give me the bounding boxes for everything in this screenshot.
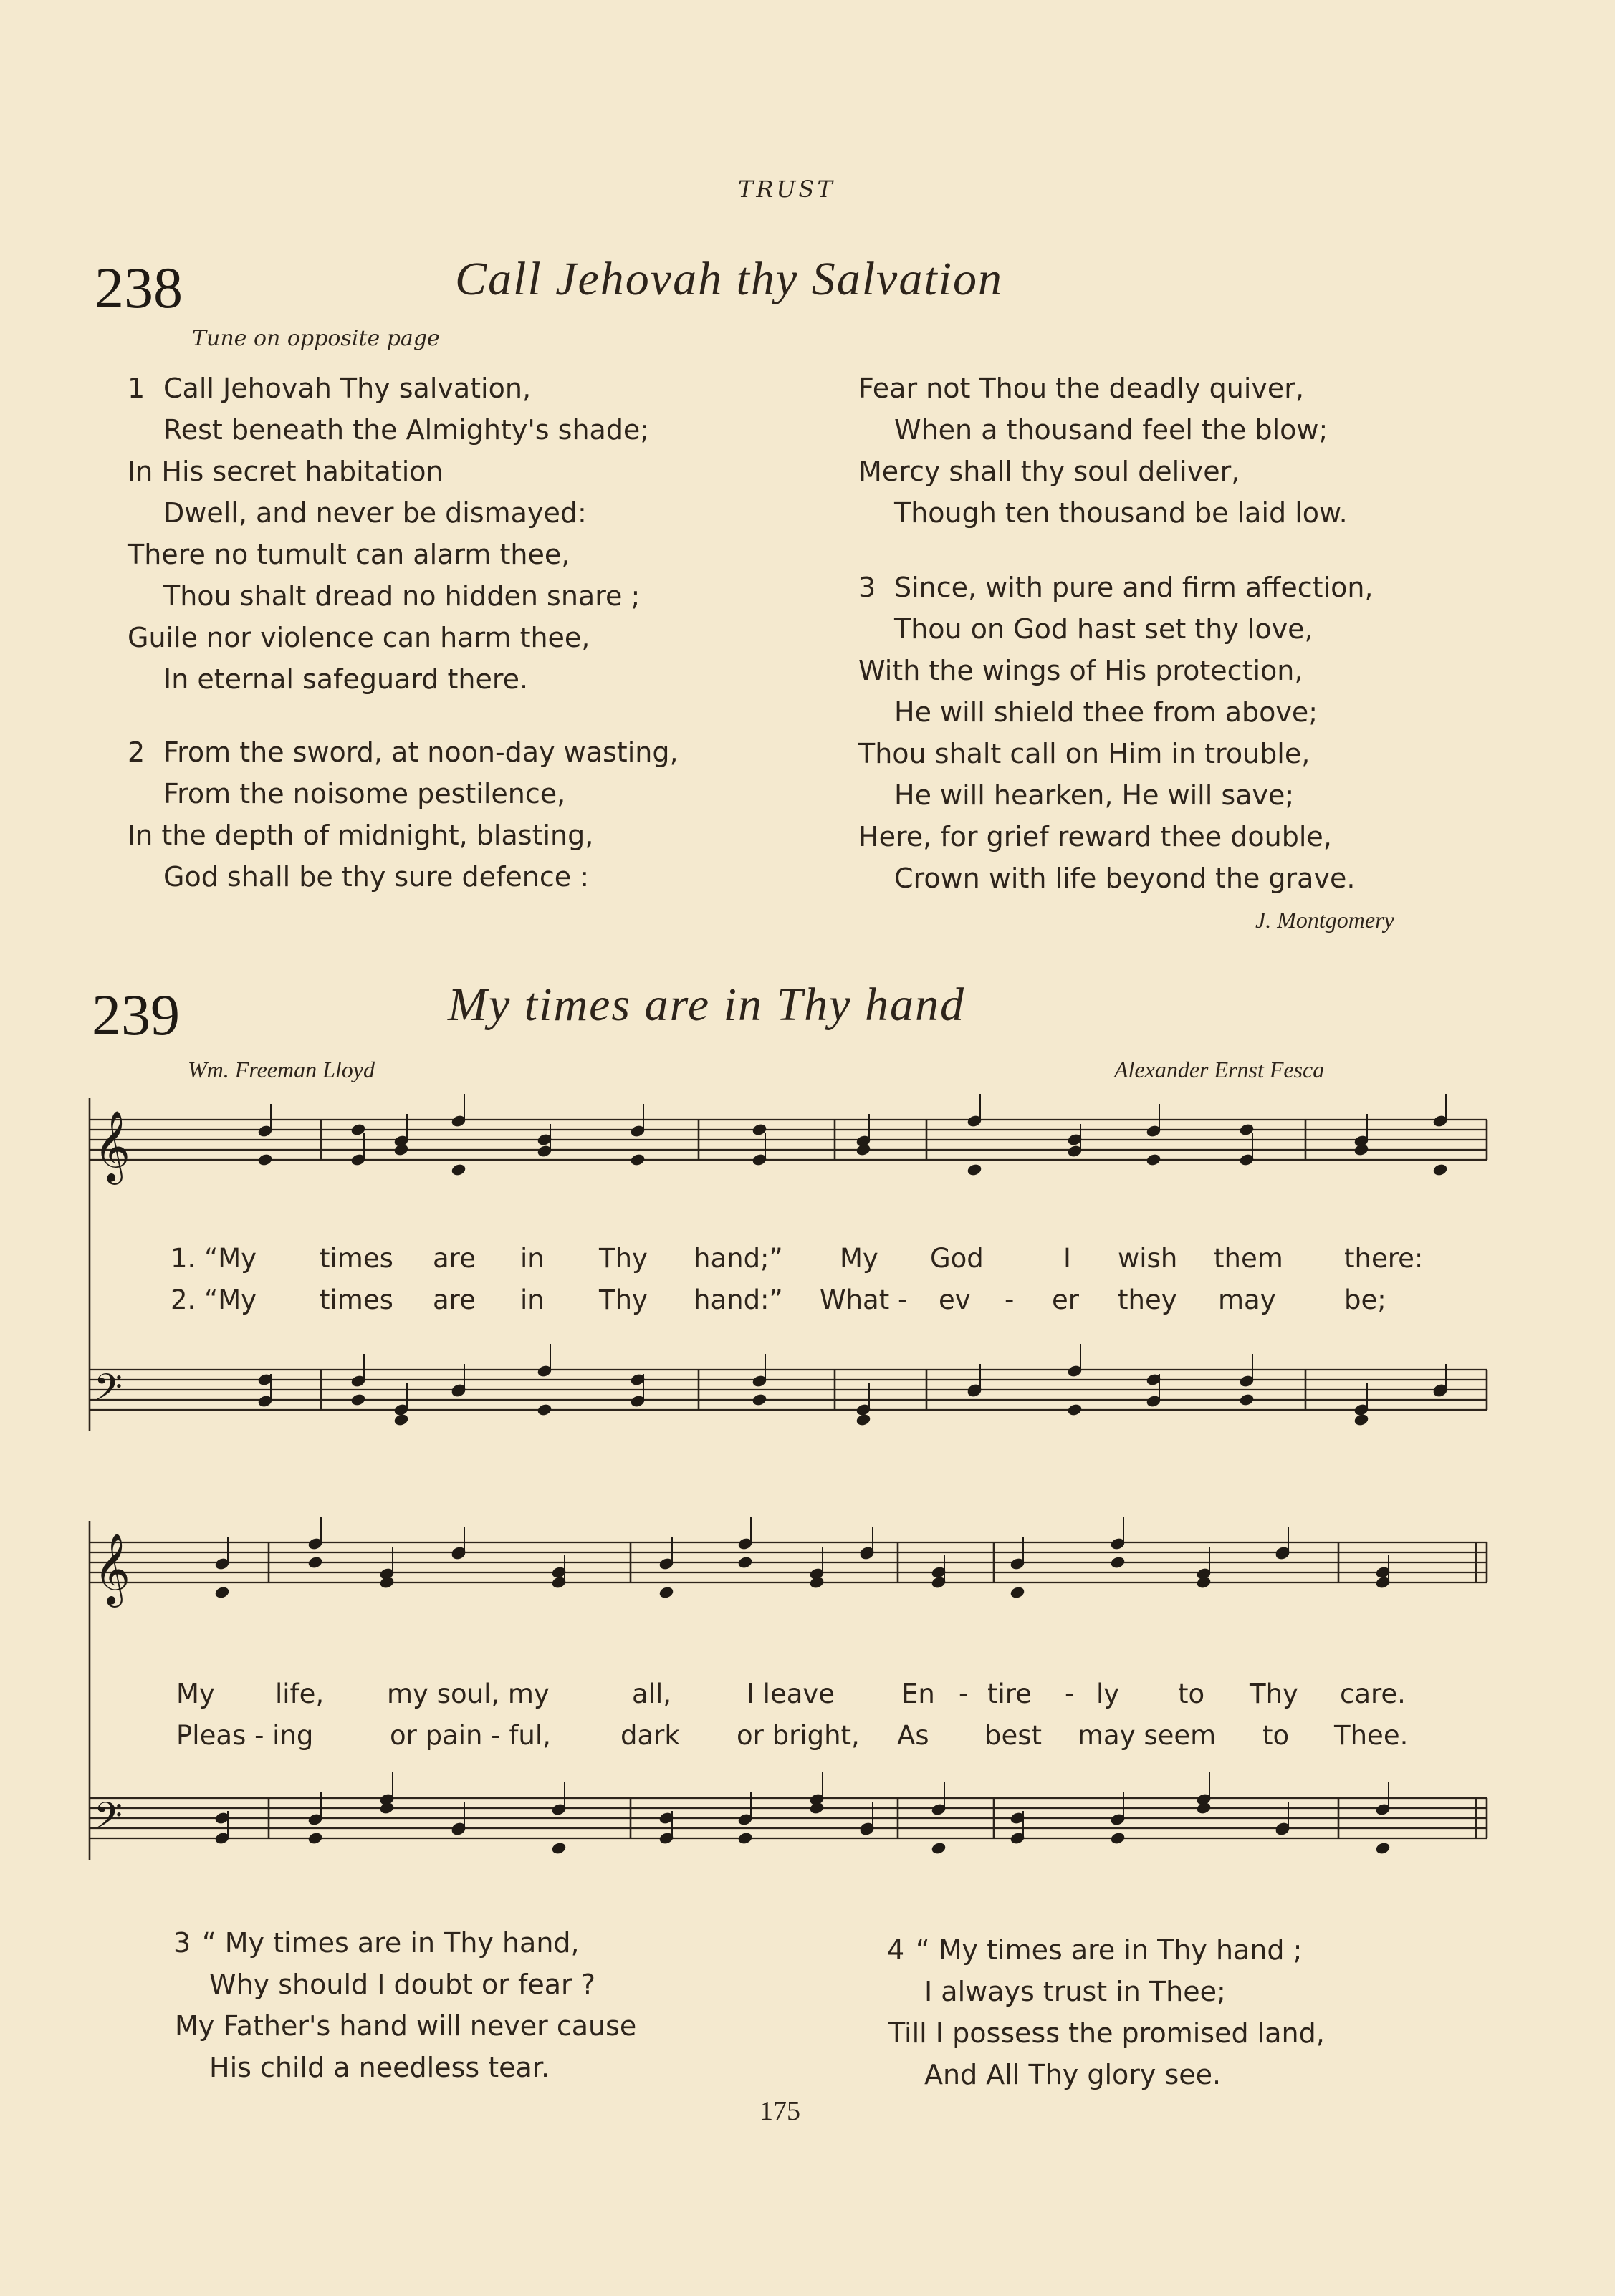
- lyric: My: [840, 1243, 878, 1274]
- verse-line: “ My times are in Thy hand ;: [916, 1934, 1303, 1966]
- note-head: [809, 1576, 824, 1589]
- lyric: times: [320, 1243, 393, 1274]
- verse-line: He will hearken, He will save;: [894, 779, 1295, 811]
- verse-line: Dwell, and never be dismayed:: [163, 497, 587, 529]
- lyric: are: [433, 1284, 476, 1315]
- verse-line: He will shield thee from above;: [894, 696, 1318, 728]
- lyric: -: [1005, 1284, 1015, 1315]
- note-head: [630, 1153, 645, 1166]
- music-credit: Alexander Ernst Fesca: [1114, 1057, 1325, 1082]
- lyric: er: [1052, 1284, 1079, 1315]
- lyric: times: [320, 1284, 393, 1315]
- note-head: [393, 1143, 408, 1156]
- lyric: God: [930, 1243, 984, 1274]
- note-head: [1239, 1393, 1254, 1406]
- note-head: [1353, 1143, 1369, 1156]
- hymn-239-number: 239: [92, 982, 180, 1047]
- stanza-number: 1: [128, 373, 145, 404]
- stanza-number: 2: [128, 736, 145, 768]
- note-head: [809, 1802, 824, 1815]
- note-head: [257, 1153, 272, 1166]
- verse-line: Here, for grief reward thee double,: [858, 821, 1332, 852]
- note-head: [307, 1556, 322, 1569]
- hymn-239-title: My times are in Thy hand: [448, 979, 965, 1031]
- verse-line: Rest beneath the Almighty's shade;: [163, 414, 650, 446]
- verse-line: Thou shalt dread no hidden snare ;: [163, 580, 641, 612]
- lyric: or pain - ful,: [390, 1720, 551, 1751]
- lyric: 1. “My: [171, 1243, 257, 1274]
- verse-line: Thou shalt call on Him in trouble,: [858, 738, 1310, 769]
- lyric: Thy: [599, 1284, 648, 1315]
- bass-clef-icon: 𝄢: [94, 1365, 123, 1418]
- note-head: [393, 1413, 408, 1426]
- note-head: [1110, 1556, 1125, 1569]
- lyric: What -: [820, 1284, 908, 1315]
- note-head: [1375, 1842, 1390, 1855]
- note-head: [350, 1393, 365, 1406]
- lyric: I: [1063, 1243, 1071, 1274]
- verse-line: My Father's hand will never cause: [175, 2010, 637, 2042]
- lyric: all,: [632, 1678, 671, 1709]
- lyric: I leave: [747, 1678, 835, 1709]
- verse-line: His child a needless tear.: [209, 2052, 550, 2083]
- lyric: hand:”: [694, 1284, 783, 1315]
- stanza-number: 3: [173, 1927, 191, 1959]
- verse-line: Call Jehovah Thy salvation,: [163, 373, 532, 404]
- note-head: [737, 1556, 752, 1569]
- note-head: [931, 1842, 946, 1855]
- lyric: they: [1118, 1284, 1177, 1315]
- lyric: may seem: [1078, 1720, 1217, 1751]
- verse-line: “ My times are in Thy hand,: [202, 1927, 580, 1959]
- note-head: [1010, 1586, 1025, 1599]
- note-head: [379, 1802, 394, 1815]
- verse-line: Since, with pure and firm affection,: [894, 572, 1374, 603]
- verse-line: From the sword, at noon-day wasting,: [163, 736, 679, 768]
- note-head: [856, 1143, 871, 1156]
- hymn-238-number: 238: [95, 255, 183, 320]
- note-head: [737, 1832, 752, 1845]
- note-head: [537, 1403, 552, 1416]
- hymn-238-author: J. Montgomery: [1255, 907, 1394, 933]
- note-head: [551, 1842, 566, 1855]
- lyric: to: [1262, 1720, 1290, 1751]
- verse-line: With the wings of His protection,: [858, 655, 1303, 686]
- stanza-number: 4: [887, 1934, 905, 1966]
- note-head: [214, 1586, 229, 1599]
- lyric: in: [520, 1284, 545, 1315]
- lyric: 2. “My: [171, 1284, 257, 1315]
- note-head: [658, 1586, 674, 1599]
- lyric: tire: [987, 1678, 1032, 1709]
- lyric: -: [959, 1678, 969, 1709]
- verse-line: Though ten thousand be laid low.: [894, 497, 1348, 529]
- lyric: My: [176, 1678, 215, 1709]
- lyric: care.: [1340, 1678, 1406, 1709]
- section-heading: TRUST: [738, 176, 835, 203]
- lyric: in: [520, 1243, 545, 1274]
- verse-line: Mercy shall thy soul deliver,: [858, 456, 1240, 487]
- lyric: wish: [1118, 1243, 1178, 1274]
- words-credit: Wm. Freeman Lloyd: [188, 1057, 375, 1082]
- lyric: Thee.: [1334, 1720, 1409, 1751]
- lyric: be;: [1344, 1284, 1386, 1315]
- verse-line: When a thousand feel the blow;: [894, 414, 1328, 446]
- note-head: [1110, 1832, 1125, 1845]
- lyric: dark: [620, 1720, 680, 1751]
- verse-line: Fear not Thou the deadly quiver,: [858, 373, 1304, 404]
- note-head: [1196, 1802, 1211, 1815]
- note-head: [451, 1163, 466, 1176]
- page-number: 175: [759, 2096, 800, 2126]
- lyric: life,: [275, 1678, 325, 1709]
- verse-line: God shall be thy sure defence :: [163, 861, 590, 893]
- verse-line: Guile nor violence can harm thee,: [128, 622, 590, 653]
- verse-line: Crown with life beyond the grave.: [894, 863, 1356, 894]
- note-head: [1067, 1403, 1082, 1416]
- note-head: [752, 1393, 767, 1406]
- verse-line: From the noisome pestilence,: [163, 778, 566, 810]
- note-head: [1432, 1163, 1447, 1176]
- lyric: my soul, my: [387, 1678, 550, 1709]
- lyric: Thy: [599, 1243, 648, 1274]
- verse-line: And All Thy glory see.: [924, 2059, 1222, 2090]
- lyric: Thy: [1250, 1678, 1298, 1709]
- treble-clef-icon: 𝄞: [94, 1110, 130, 1182]
- verse-line: I always trust in Thee;: [924, 1976, 1226, 2007]
- lyric: -: [1065, 1678, 1075, 1709]
- lyric: or bright,: [737, 1720, 860, 1751]
- note-head: [1353, 1413, 1369, 1426]
- lyric: ev: [939, 1284, 971, 1315]
- verse-line: In eternal safeguard there.: [163, 663, 529, 695]
- note-head: [379, 1576, 394, 1589]
- lyric: As: [897, 1720, 929, 1751]
- lyric: Pleas - ing: [176, 1720, 314, 1751]
- note-head: [307, 1832, 322, 1845]
- verse-line: In the depth of midnight, blasting,: [128, 820, 594, 851]
- verse-line: Why should I doubt or fear ?: [209, 1969, 595, 2000]
- note-head: [967, 1163, 982, 1176]
- verse-line: In His secret habitation: [128, 456, 444, 487]
- lyric: them: [1214, 1243, 1283, 1274]
- note-head: [1196, 1576, 1211, 1589]
- lyric: are: [433, 1243, 476, 1274]
- lyric: there:: [1344, 1243, 1424, 1274]
- lyric: best: [984, 1720, 1043, 1751]
- verse-line: Till I possess the promised land,: [888, 2017, 1325, 2049]
- lyric: may: [1218, 1284, 1276, 1315]
- note-head: [1146, 1153, 1161, 1166]
- tune-note: Tune on opposite page: [192, 326, 440, 351]
- stanza-number: 3: [858, 572, 876, 603]
- hymn-238-title: Call Jehovah thy Salvation: [455, 253, 1004, 305]
- verse-line: There no tumult can alarm thee,: [128, 539, 570, 570]
- treble-clef-icon: 𝄞: [94, 1533, 130, 1605]
- lyric: ly: [1096, 1678, 1120, 1709]
- lyric: hand;”: [694, 1243, 783, 1274]
- verse-line: Thou on God hast set thy love,: [894, 613, 1313, 645]
- note-head: [856, 1413, 871, 1426]
- bass-clef-icon: 𝄢: [94, 1794, 123, 1846]
- lyric: En: [901, 1678, 935, 1709]
- lyric: to: [1178, 1678, 1205, 1709]
